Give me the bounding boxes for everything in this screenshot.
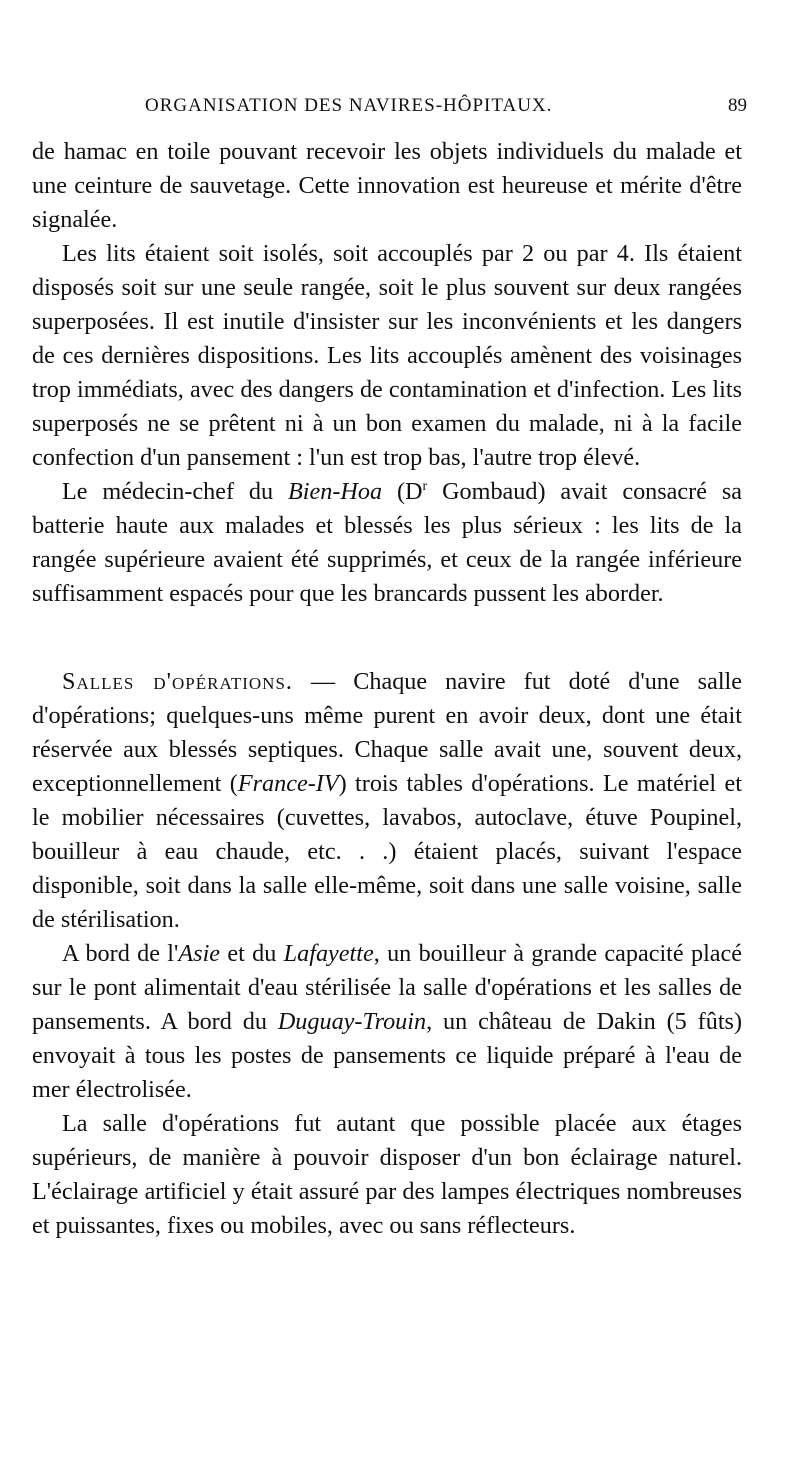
body-text: [32, 135, 742, 1243]
text-run: — Chaque navire fut doté d'une salle d'opérations; quelques-uns même purent en avoir deux, dont une était réservée aux blessés septiques. Chaque salle avait une, souvent deux, exceptionnellement (: [32, 668, 742, 797]
page-number: 89: [728, 95, 747, 116]
text-run: ) trois tables d'opérations. Le matériel et le mobilier nécessaires (cuvettes, lavabos, autoclave, étuve Poupinel, bouilleur à eau chaude, etc. . .) étaient placés, suivant l'espace disponible, soit dans la salle elle-même, soit dans une salle voisine, salle de stérilisation.: [32, 770, 742, 933]
running-title: ORGANISATION DES NAVIRES-HÔPITAUX.: [145, 95, 553, 116]
paragraph-eclairage: La salle d'opérations fut autant que possible placée aux étages supérieurs, de manière à pouvoir disposer d'un bon éclairage naturel. L'éclairage artificiel y était assuré par des lampes électriques nombreuses et puissantes, fixes ou mobiles, avec ou sans réflecteurs.: [32, 1110, 742, 1239]
page-header: [145, 95, 745, 125]
paragraph-salles-operations: [32, 665, 742, 937]
ship-name: Lafayette: [283, 940, 374, 967]
text-run: et du: [220, 940, 284, 967]
paragraph-bien-hoa: [32, 475, 742, 611]
paragraph-hamac: de hamac en toile pouvant recevoir les objets individuels du malade et une ceinture de sauvetage. Cette innovation est heureuse et mérite d'être signalée.: [32, 138, 742, 233]
ship-name: Duguay-Trouin: [277, 1008, 427, 1035]
superscript: r: [422, 478, 428, 494]
text-run: Le médecin-chef du: [62, 478, 289, 505]
text-run: A bord de l': [62, 940, 179, 967]
text-run: , un bouilleur à grande capacité placé sur le pont alimentait d'eau stérilisée la salle d'opérations et les salles de pansements. A bord du: [32, 940, 742, 1035]
paragraph-lits: Les lits étaient soit isolés, soit accouplés par 2 ou par 4. Ils étaient disposés soit sur une seule rangée, soit le plus souvent sur deux rangées superposées. Il est inutile d'insister sur les inconvénients et les dangers de ces dernières dispositions. Les lits accouplés amènent des voisinages trop immédiats, avec des dangers de contamination et d'infection. Les lits superposés ne se prêtent ni à un bon examen du malade, ni à la facile confection d'un pansement : l'un est trop bas, l'autre trop élevé.: [32, 240, 742, 471]
ship-name: Bien-Hoa: [288, 478, 383, 505]
ship-name: Asie: [178, 940, 221, 967]
text-run: Gombaud) avait consacré sa batterie haute aux malades et blessés les plus sérieux : les lits de la rangée supérieure avaient été supprimés, et ceux de la rangée inférieure suffisamment espacés pour que les brancards pussent les aborder.: [32, 478, 742, 607]
text-run: (D: [382, 478, 423, 505]
ship-name: France-IV: [237, 770, 339, 797]
text-run: , un château de Dakin (5 fûts) envoyait à tous les postes de pansements ce liquide préparé à l'eau de mer électrolisée.: [32, 1008, 743, 1103]
paragraph-bouilleur: [32, 937, 742, 1107]
section-heading: Salles d'opérations.: [62, 668, 293, 695]
section-gap: [32, 611, 742, 665]
